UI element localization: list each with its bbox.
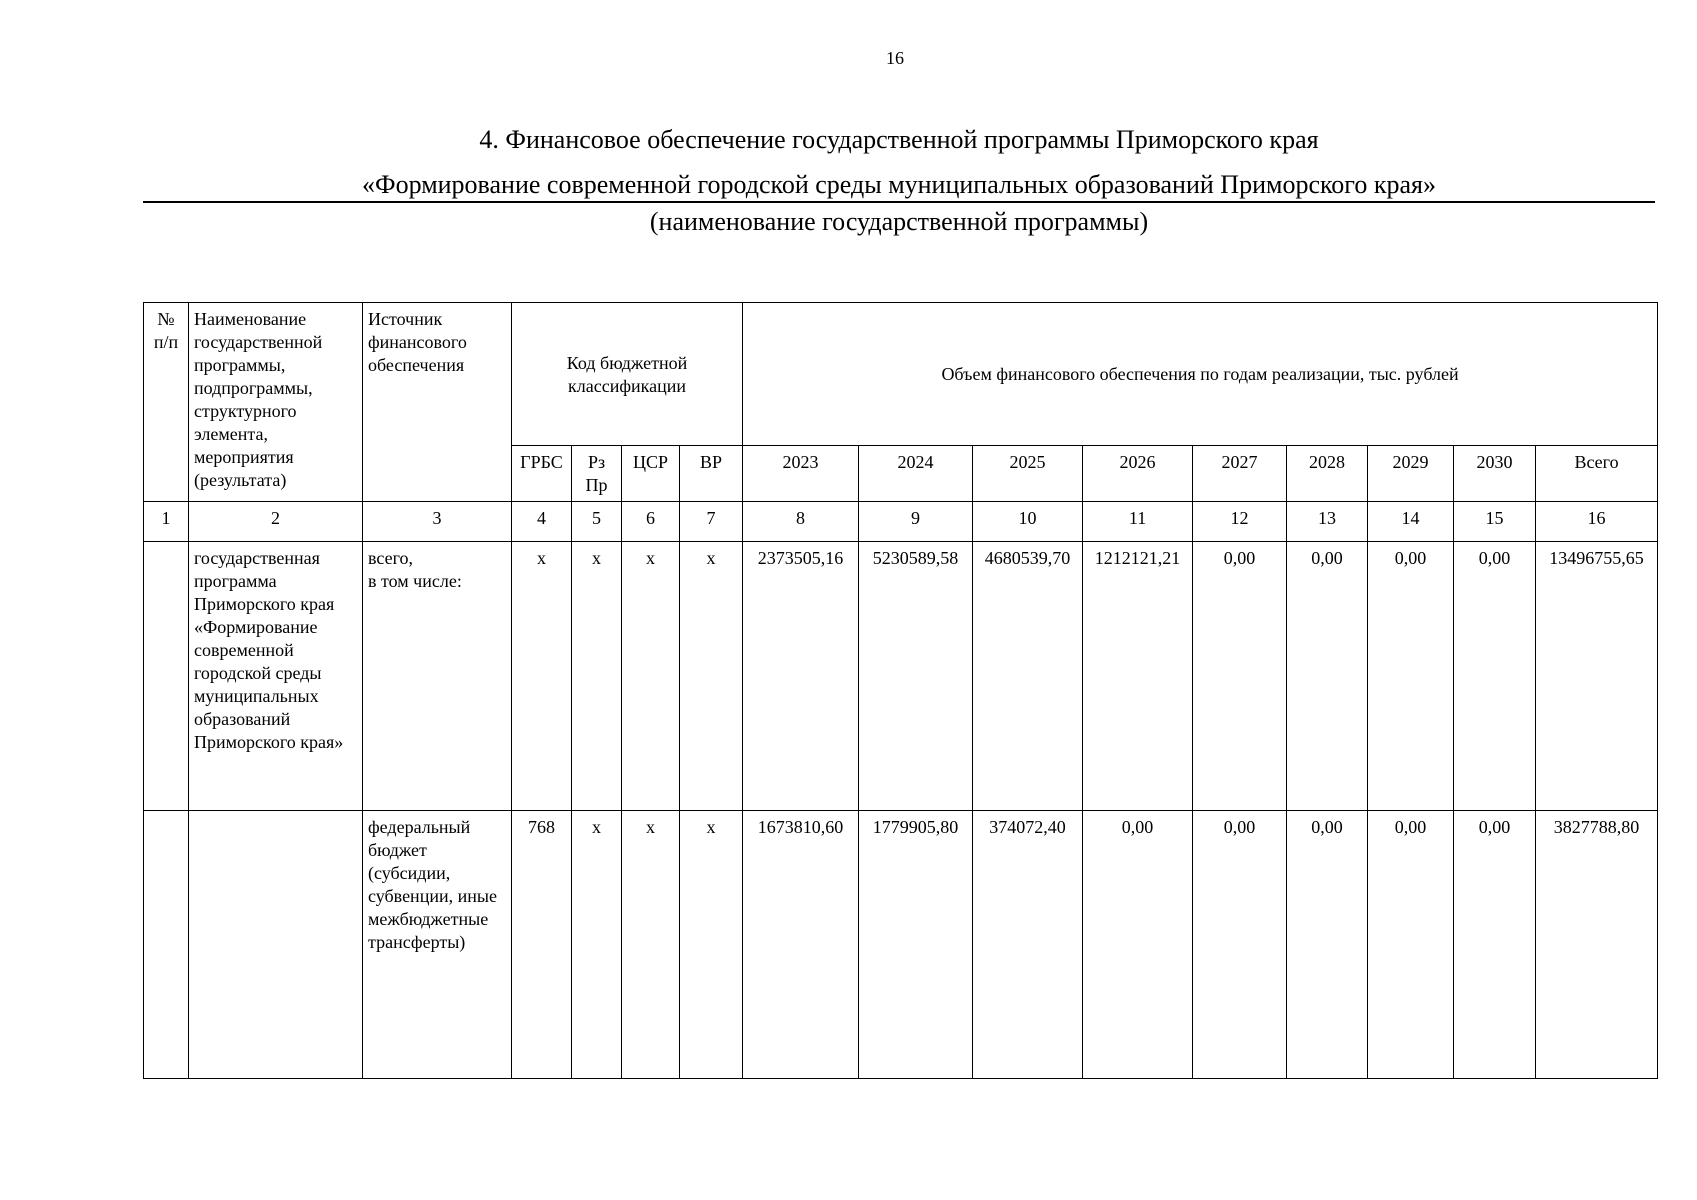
- row-value: 0,00: [1193, 542, 1287, 811]
- program-name-underline: [143, 201, 1655, 203]
- header-year: 2025: [973, 446, 1083, 502]
- page-number: 16: [886, 48, 904, 68]
- header-year: 2030: [1454, 446, 1536, 502]
- header-num: № п/п: [144, 303, 189, 502]
- row-value: 1779905,80: [859, 811, 973, 1079]
- row-csr: x: [622, 542, 680, 811]
- row-rzpr: x: [572, 542, 622, 811]
- row-value: 4680539,70: [973, 542, 1083, 811]
- row-value: 5230589,58: [859, 542, 973, 811]
- header-name: Наименование государственной программы, подпрограммы, структурного элемента, мероприятия (результата): [189, 303, 363, 502]
- header-year: 2029: [1368, 446, 1454, 502]
- header-code-group: Код бюджетной классификации: [512, 303, 743, 446]
- row-source-line: всего,: [368, 548, 414, 568]
- column-index: 13: [1287, 502, 1368, 542]
- row-source: [363, 542, 512, 811]
- column-index: 15: [1454, 502, 1536, 542]
- row-vr: x: [680, 542, 743, 811]
- row-value: 1212121,21: [1083, 542, 1193, 811]
- row-name: государственная программа Приморского края «Формирование современной городской среды муниципальных образований Приморского края»: [189, 542, 363, 811]
- program-name: «Формирование современной городской среды муниципальных образований Приморского края»: [362, 170, 1436, 199]
- row-name: [189, 811, 363, 1079]
- table-row: [144, 811, 1658, 1079]
- column-index: 6: [622, 502, 680, 542]
- row-num: [144, 542, 189, 811]
- header-csr: ЦСР: [622, 446, 680, 502]
- program-name-caption: (наименование государственной программы): [649, 207, 1149, 236]
- header-vr: ВР: [680, 446, 743, 502]
- header-source: Источник финансового обеспечения: [363, 303, 512, 502]
- column-index: 3: [363, 502, 512, 542]
- row-value: 0,00: [1193, 811, 1287, 1079]
- column-index: 9: [859, 502, 973, 542]
- column-index: 12: [1193, 502, 1287, 542]
- column-index: 14: [1368, 502, 1454, 542]
- row-rzpr: x: [572, 811, 622, 1079]
- row-source-line: федеральный бюджет (субсидии, субвенции, иные межбюджетные трансферты): [368, 817, 497, 952]
- row-value: 2373505,16: [743, 542, 859, 811]
- row-source: [363, 811, 512, 1079]
- row-value: 0,00: [1368, 542, 1454, 811]
- row-vr: x: [680, 811, 743, 1079]
- header-rzpr: Рз Пр: [572, 446, 622, 502]
- column-index: 1: [144, 502, 189, 542]
- header-total: Всего: [1536, 446, 1658, 502]
- row-value: 374072,40: [973, 811, 1083, 1079]
- row-value: 0,00: [1287, 542, 1368, 811]
- financing-table: [143, 302, 1658, 1079]
- column-index: 16: [1536, 502, 1658, 542]
- row-value: 0,00: [1454, 811, 1536, 1079]
- column-index-row: [144, 502, 1658, 542]
- header-year: 2027: [1193, 446, 1287, 502]
- column-index: 7: [680, 502, 743, 542]
- column-index: 10: [973, 502, 1083, 542]
- row-csr: x: [622, 811, 680, 1079]
- row-grbs: x: [512, 542, 572, 811]
- header-row: [144, 303, 1658, 446]
- row-num: [144, 811, 189, 1079]
- header-volume-group: Объем финансового обеспечения по годам реализации, тыс. рублей: [743, 303, 1658, 446]
- row-value: 1673810,60: [743, 811, 859, 1079]
- row-value: 0,00: [1287, 811, 1368, 1079]
- header-year: 2023: [743, 446, 859, 502]
- row-total: 3827788,80: [1536, 811, 1658, 1079]
- header-grbs: ГРБС: [512, 446, 572, 502]
- row-value: 0,00: [1454, 542, 1536, 811]
- column-index: 8: [743, 502, 859, 542]
- section-title: 4. Финансовое обеспечение государственной программы Приморского края: [479, 125, 1319, 154]
- table-row: [144, 542, 1658, 811]
- column-index: 5: [572, 502, 622, 542]
- row-value: 0,00: [1368, 811, 1454, 1079]
- header-year: 2026: [1083, 446, 1193, 502]
- column-index: 2: [189, 502, 363, 542]
- column-index: 11: [1083, 502, 1193, 542]
- column-index: 4: [512, 502, 572, 542]
- header-year: 2028: [1287, 446, 1368, 502]
- row-grbs: 768: [512, 811, 572, 1079]
- row-total: 13496755,65: [1536, 542, 1658, 811]
- row-value: 0,00: [1083, 811, 1193, 1079]
- row-source-line: в том числе:: [368, 571, 462, 591]
- header-year: 2024: [859, 446, 973, 502]
